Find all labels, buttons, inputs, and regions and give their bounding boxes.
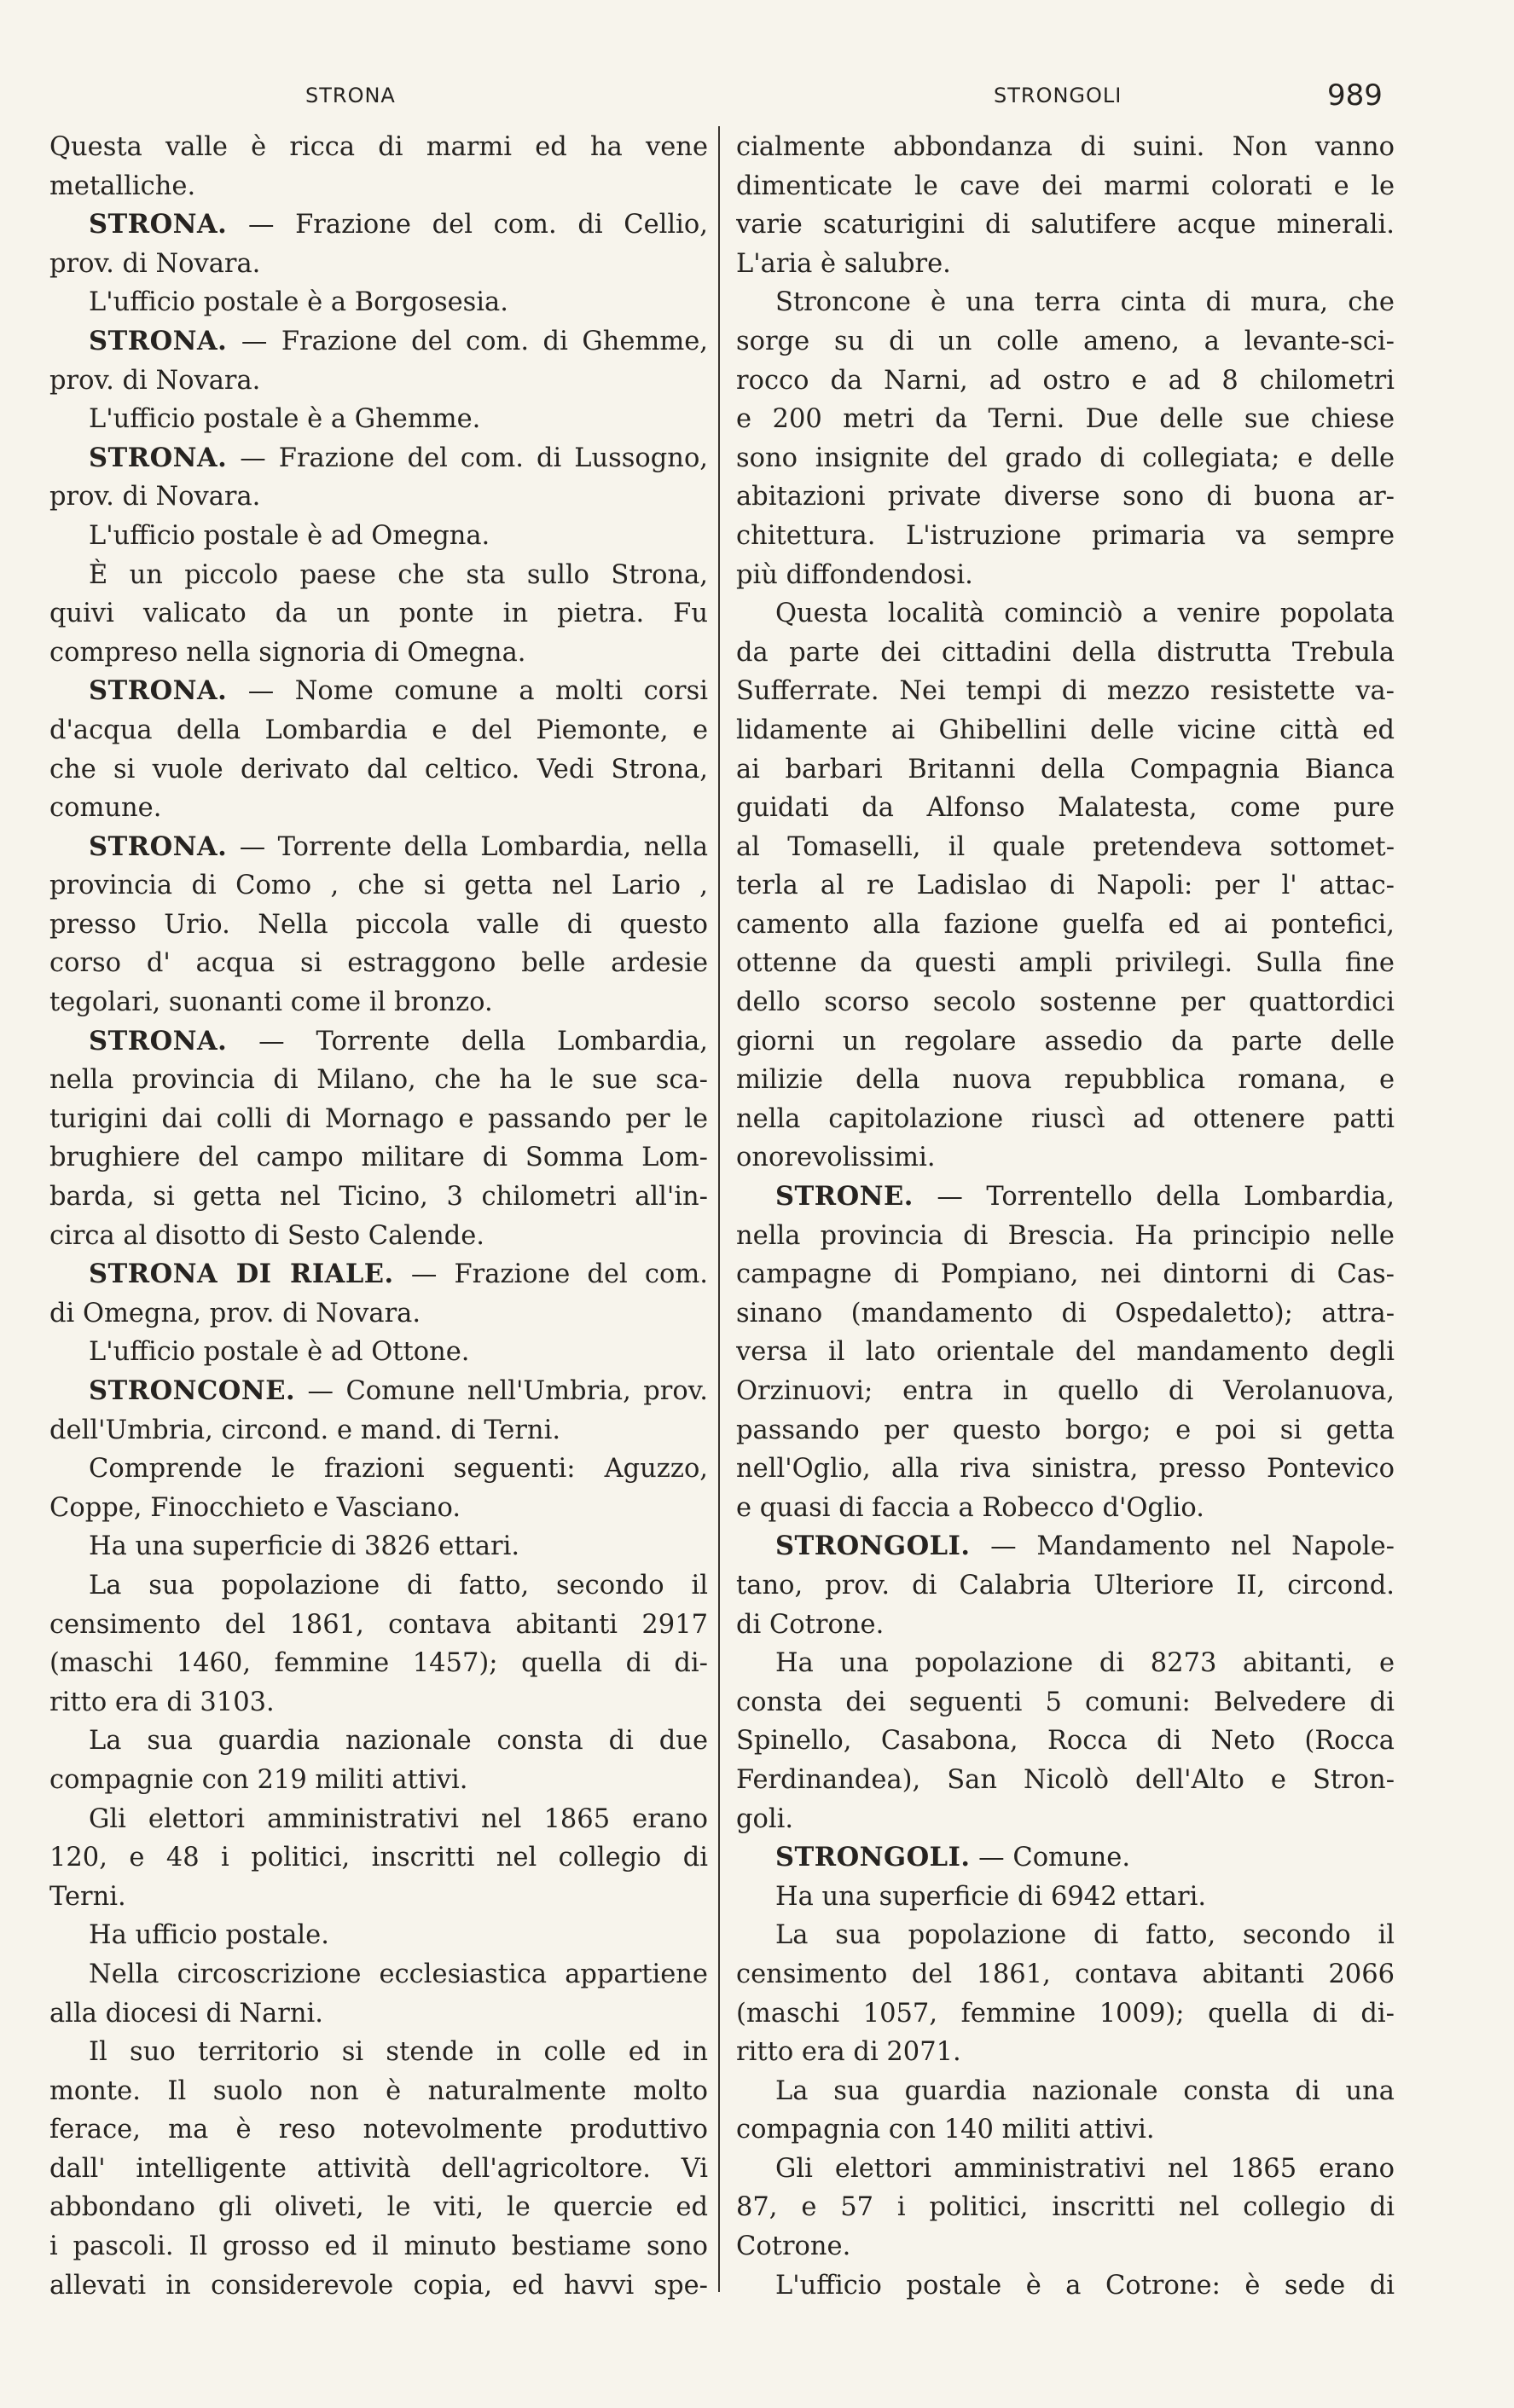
line-text: ferace, ma è reso notevolmente produttivo [49, 2115, 708, 2145]
text-line [49, 789, 708, 828]
text-line [736, 322, 1395, 362]
line-text: allevati in considerevole copia, ed havvi spe- [49, 2270, 708, 2301]
line-text: metalliche. [49, 171, 196, 201]
text-line [736, 1138, 1395, 1178]
line-text: compagnia con 140 militi attivi. [736, 2115, 1155, 2145]
text-line [49, 1450, 708, 1489]
text-line [736, 1683, 1395, 1722]
text-line [736, 1878, 1395, 1917]
line-text: al Tomaselli, il quale pretendeva sottomet- [736, 831, 1395, 862]
line-text: e 200 metri da Terni. Due delle sue chiese [736, 404, 1395, 435]
text-line [49, 556, 708, 595]
text-line [49, 1566, 708, 1606]
text-line [736, 1450, 1395, 1489]
text-line [49, 1022, 708, 1062]
line-text: ritto era di 2071. [736, 2037, 961, 2068]
text-line [49, 283, 708, 322]
text-line [736, 362, 1395, 401]
line-text: che si vuole derivato dal celtico. Vedi Strona, [49, 754, 708, 784]
line-text: L'ufficio postale è ad Ottone. [89, 1337, 470, 1368]
entry-headword: STRONA DI RIALE. [89, 1259, 394, 1290]
text-line [736, 1100, 1395, 1139]
line-text: — Frazione del com. di Cellio, [227, 210, 708, 240]
line-text: tegolari, suonanti come il bronzo. [49, 987, 493, 1018]
line-text: terla al re Ladislao di Napoli: per l' attac- [736, 871, 1395, 901]
line-text: nella capitolazione riuscì ad ottenere patti [736, 1103, 1395, 1134]
text-line [736, 1178, 1395, 1217]
line-text: goli. [736, 1803, 794, 1834]
entry-headword: STRONE. [775, 1181, 914, 1213]
line-text: circa al disotto di Sesto Calende. [49, 1220, 484, 1251]
text-line [49, 1994, 708, 2034]
text-line [49, 866, 708, 906]
line-text: — Comune. [970, 1843, 1131, 1873]
text-line [736, 556, 1395, 595]
text-line [49, 1955, 708, 1994]
line-text: sorge su di un colle ameno, a levante-sci- [736, 326, 1395, 356]
line-text: brughiere del campo militare di Somma Lom- [49, 1143, 708, 1173]
line-text: 87, e 57 i politici, inscritti nel collegio di [736, 2192, 1395, 2223]
line-text: di Cotrone. [736, 1609, 885, 1640]
line-text: Gli elettori amministrativi nel 1865 erano [775, 2153, 1395, 2184]
line-text: dell'Umbria, circond. e mand. di Terni. [49, 1415, 561, 1445]
text-line [49, 1527, 708, 1566]
text-line [49, 828, 708, 867]
line-text: guidati da Alfonso Malatesta, come pure [736, 793, 1395, 824]
line-text: — Torrente della Lombardia, nella [227, 831, 708, 862]
text-line [49, 400, 708, 439]
line-text: Comprende le frazioni seguenti: Aguzzo, [89, 1454, 708, 1485]
text-line [736, 205, 1395, 245]
text-line [736, 400, 1395, 439]
text-line [49, 478, 708, 517]
text-line [736, 1566, 1395, 1606]
text-line [49, 711, 708, 750]
entry-headword: STRONA. [89, 675, 228, 707]
line-text: alla diocesi di Narni. [49, 1998, 323, 2029]
text-line [49, 1722, 708, 1761]
line-text: — Frazione del com. [393, 1259, 708, 1290]
line-text: monte. Il suolo non è naturalmente molto [49, 2075, 708, 2106]
line-text: nell'Oglio, alla riva sinistra, presso Pontevico [736, 1454, 1395, 1485]
text-line [736, 2227, 1395, 2266]
line-text: — Torrente della Lombardia, [227, 1026, 708, 1056]
text-line [49, 1294, 708, 1334]
text-line [49, 1100, 708, 1139]
text-line [49, 1878, 708, 1917]
text-line [49, 2150, 708, 2189]
line-text: compagnie con 219 militi attivi. [49, 1764, 468, 1795]
text-line [49, 2072, 708, 2111]
text-line [736, 672, 1395, 711]
line-text: censimento del 1861, contava abitanti 2917 [49, 1609, 708, 1640]
text-line [736, 1606, 1395, 1645]
text-line [49, 1761, 708, 1800]
text-line [49, 205, 708, 245]
text-line [736, 478, 1395, 517]
text-line [49, 906, 708, 945]
line-text: — Nome comune a molti corsi [227, 676, 708, 707]
text-line [736, 634, 1395, 673]
line-text: Coppe, Finocchieto e Vasciano. [49, 1492, 461, 1523]
text-line [736, 2072, 1395, 2111]
line-text: i pascoli. Il grosso ed il minuto bestiame sono [49, 2231, 708, 2262]
line-text: varie scaturigini di salutifere acque minerali. [736, 210, 1395, 240]
line-text: comune. [49, 793, 162, 824]
text-line [736, 1838, 1395, 1878]
text-line [49, 594, 708, 634]
column-divider [718, 126, 720, 2292]
text-line [49, 1217, 708, 1256]
line-text: tano, prov. di Calabria Ulteriore II, circond. [736, 1570, 1395, 1601]
text-line [736, 1022, 1395, 1062]
line-text: — Frazione del com. di Lussogno, [227, 443, 708, 473]
line-text: cialmente abbondanza di suini. Non vanno [736, 132, 1395, 162]
line-text: 120, e 48 i politici, inscritti nel collegio di [49, 1843, 708, 1873]
page-number: 989 [1327, 78, 1383, 113]
line-text: — Mandamento nel Napole- [970, 1531, 1395, 1562]
line-text: L'aria è salubre. [736, 248, 951, 279]
text-line [49, 2227, 708, 2266]
text-line [736, 983, 1395, 1022]
text-line [49, 517, 708, 556]
line-text: Orzinuovi; entra in quello di Verolanuova, [736, 1376, 1395, 1406]
line-text: sono insignite del grado di collegiata; e delle [736, 443, 1395, 473]
text-line [49, 1061, 708, 1100]
text-line [736, 2266, 1395, 2306]
line-text: giorni un regolare assedio da parte delle [736, 1026, 1395, 1056]
entry-headword: STRONGOLI. [775, 1842, 971, 1873]
line-text: abbondano gli oliveti, le viti, le quercie ed [49, 2192, 708, 2223]
text-line [49, 1372, 708, 1411]
entry-headword: STRONA. [89, 442, 228, 473]
text-line [49, 128, 708, 167]
line-text: Ha una superficie di 3826 ettari. [89, 1531, 520, 1562]
line-text: Sufferrate. Nei tempi di mezzo resistette va- [736, 676, 1395, 707]
text-line [736, 906, 1395, 945]
line-text: nella provincia di Milano, che ha le sue sca- [49, 1065, 708, 1096]
line-text: dimenticate le cave dei marmi colorati e le [736, 171, 1395, 201]
text-line [736, 944, 1395, 983]
text-line [736, 1761, 1395, 1800]
line-text: È un piccolo paese che sta sullo Strona, [89, 559, 708, 590]
text-line [736, 1294, 1395, 1334]
text-line [736, 789, 1395, 828]
text-line [736, 1217, 1395, 1256]
text-line [736, 1061, 1395, 1100]
text-line [49, 983, 708, 1022]
line-text: corso d' acqua si estraggono belle ardesie [49, 948, 708, 979]
line-text: prov. di Novara. [49, 482, 261, 512]
text-line [49, 2033, 708, 2072]
line-text: d'acqua della Lombardia e del Piemonte, e [49, 715, 708, 745]
line-text: ritto era di 3103. [49, 1687, 275, 1717]
line-text: ai barbari Britanni della Compagnia Bianca [736, 754, 1395, 784]
text-line [49, 1838, 708, 1878]
text-line [736, 517, 1395, 556]
line-text: turigini dai colli di Mornago e passando per le [49, 1103, 708, 1134]
text-line [49, 1411, 708, 1450]
line-text: (maschi 1057, femmine 1009); quella di di- [736, 1998, 1395, 2029]
running-head-left: STRONA [305, 84, 396, 107]
line-text: Gli elettori amministrativi nel 1865 erano [89, 1803, 708, 1834]
text-line [736, 1372, 1395, 1411]
text-line [49, 750, 708, 790]
line-text: La sua guardia nazionale consta di due [89, 1726, 708, 1757]
text-line [736, 1800, 1395, 1839]
line-text: sinano (mandamento di Ospedaletto); attra- [736, 1298, 1395, 1328]
line-text: Questa valle è ricca di marmi ed ha vene [49, 132, 708, 162]
line-text: campagne di Pompiano, nei dintorni di Cas- [736, 1259, 1395, 1290]
text-line [49, 944, 708, 983]
line-text: (maschi 1460, femmine 1457); quella di di- [49, 1648, 708, 1679]
line-text: Terni. [49, 1881, 126, 1912]
line-text: censimento del 1861, contava abitanti 2066 [736, 1959, 1395, 1989]
line-text: abitazioni private diverse sono di buona ar- [736, 482, 1395, 512]
text-line [736, 439, 1395, 478]
line-text: Questa località cominciò a venire popolata [775, 599, 1395, 629]
text-line [736, 1955, 1395, 1994]
line-text: La sua popolazione di fatto, secondo il [89, 1570, 708, 1601]
line-text: dello scorso secolo sostenne per quattordici [736, 987, 1395, 1018]
text-line [49, 2266, 708, 2306]
text-line [736, 1411, 1395, 1450]
line-text: Il suo territorio si stende in colle ed in [89, 2037, 708, 2068]
text-line [736, 283, 1395, 322]
text-line [736, 2033, 1395, 2072]
text-line [49, 1178, 708, 1217]
line-text: versa il lato orientale del mandamento degli [736, 1337, 1395, 1368]
line-text: L'ufficio postale è a Borgosesia. [89, 287, 508, 318]
line-text: Spinello, Casabona, Rocca di Neto (Rocca [736, 1726, 1395, 1757]
entry-headword: STRONCONE. [89, 1375, 296, 1406]
line-text: onorevolissimi. [736, 1143, 936, 1173]
text-line [736, 1916, 1395, 1955]
line-text: — Frazione del com. di Ghemme, [227, 326, 708, 356]
text-line [49, 1644, 708, 1683]
text-line [736, 245, 1395, 284]
line-text: L'ufficio postale è a Ghemme. [89, 404, 481, 435]
entry-headword: STRONA. [89, 209, 228, 240]
text-line [49, 439, 708, 478]
line-text: da parte dei cittadini della distrutta Trebula [736, 637, 1395, 668]
text-line [49, 1333, 708, 1372]
line-text: L'ufficio postale è ad Omegna. [89, 520, 490, 551]
text-line [49, 1606, 708, 1645]
text-line [49, 1916, 708, 1955]
text-line [49, 1138, 708, 1178]
line-text: L'ufficio postale è a Cotrone: è sede di [775, 2270, 1395, 2301]
line-text: dall' intelligente attività dell'agricoltore. Vi [49, 2153, 708, 2184]
text-line [49, 1489, 708, 1528]
entry-headword: STRONA. [89, 325, 228, 356]
line-text: quivi valicato da un ponte in pietra. Fu [49, 599, 708, 629]
line-text: Ha una superficie di 6942 ettari. [775, 1881, 1207, 1912]
text-line [736, 2150, 1395, 2189]
right-text-column [736, 128, 1395, 2305]
text-line [49, 2110, 708, 2150]
line-text: Nella circoscrizione ecclesiastica appartiene [89, 1959, 708, 1989]
line-text: lidamente ai Ghibellini delle vicine città ed [736, 715, 1395, 745]
entry-headword: STRONA. [89, 831, 228, 862]
text-line [49, 322, 708, 362]
text-line [736, 2188, 1395, 2227]
left-text-column [49, 128, 708, 2305]
line-text: camento alla fazione guelfa ed ai pontefici, [736, 909, 1395, 940]
line-text: e quasi di faccia a Robecco d'Oglio. [736, 1492, 1204, 1523]
line-text: — Torrentello della Lombardia, [913, 1182, 1395, 1213]
text-line [49, 1255, 708, 1294]
line-text: Stroncone è una terra cinta di mura, che [775, 287, 1395, 318]
text-line [49, 1800, 708, 1839]
text-line [49, 672, 708, 711]
text-line [736, 1722, 1395, 1761]
line-text: prov. di Novara. [49, 365, 261, 396]
line-text: — Comune nell'Umbria, prov. [295, 1376, 708, 1406]
line-text: ottenne da questi ampli privilegi. Sulla fine [736, 948, 1395, 979]
text-line [736, 1489, 1395, 1528]
line-text: nella provincia di Brescia. Ha principio nelle [736, 1220, 1395, 1251]
text-line [736, 594, 1395, 634]
line-text: barda, si getta nel Ticino, 3 chilometri all'in- [49, 1182, 708, 1213]
text-line [736, 711, 1395, 750]
text-line [49, 634, 708, 673]
line-text: Ha ufficio postale. [89, 1920, 329, 1951]
text-line [49, 1683, 708, 1722]
line-text: milizie della nuova repubblica romana, e [736, 1065, 1395, 1096]
text-line [736, 1644, 1395, 1683]
text-line [49, 2188, 708, 2227]
line-text: La sua popolazione di fatto, secondo il [775, 1920, 1395, 1951]
line-text: consta dei seguenti 5 comuni: Belvedere di [736, 1687, 1395, 1717]
text-line [736, 828, 1395, 867]
line-text: rocco da Narni, ad ostro e ad 8 chilometri [736, 365, 1395, 396]
line-text: compreso nella signoria di Omegna. [49, 637, 526, 668]
line-text: di Omegna, prov. di Novara. [49, 1298, 421, 1328]
line-text: provincia di Como , che si getta nel Lario , [49, 871, 708, 901]
line-text: più diffondendosi. [736, 559, 973, 590]
line-text: passando per questo borgo; e poi si getta [736, 1415, 1395, 1445]
text-line [49, 245, 708, 284]
text-line [49, 167, 708, 206]
text-line [736, 1255, 1395, 1294]
line-text: prov. di Novara. [49, 248, 261, 279]
line-text: Cotrone. [736, 2231, 851, 2262]
text-line [49, 362, 708, 401]
line-text: La sua guardia nazionale consta di una [775, 2075, 1395, 2106]
text-line [736, 167, 1395, 206]
entry-headword: STRONA. [89, 1025, 228, 1056]
line-text: presso Urio. Nella piccola valle di questo [49, 909, 708, 940]
text-line [736, 1333, 1395, 1372]
entry-headword: STRONGOLI. [775, 1531, 971, 1562]
text-line [736, 750, 1395, 790]
line-text: Ha una popolazione di 8273 abitanti, e [775, 1648, 1395, 1679]
text-line [736, 1994, 1395, 2034]
text-line [736, 2110, 1395, 2150]
line-text: chitettura. L'istruzione primaria va sempre [736, 520, 1395, 551]
line-text: Ferdinandea), San Nicolò dell'Alto e Stron- [736, 1764, 1395, 1795]
text-line [736, 866, 1395, 906]
text-line [736, 1527, 1395, 1566]
text-line [736, 128, 1395, 167]
running-head-right: STRONGOLI [994, 84, 1122, 107]
